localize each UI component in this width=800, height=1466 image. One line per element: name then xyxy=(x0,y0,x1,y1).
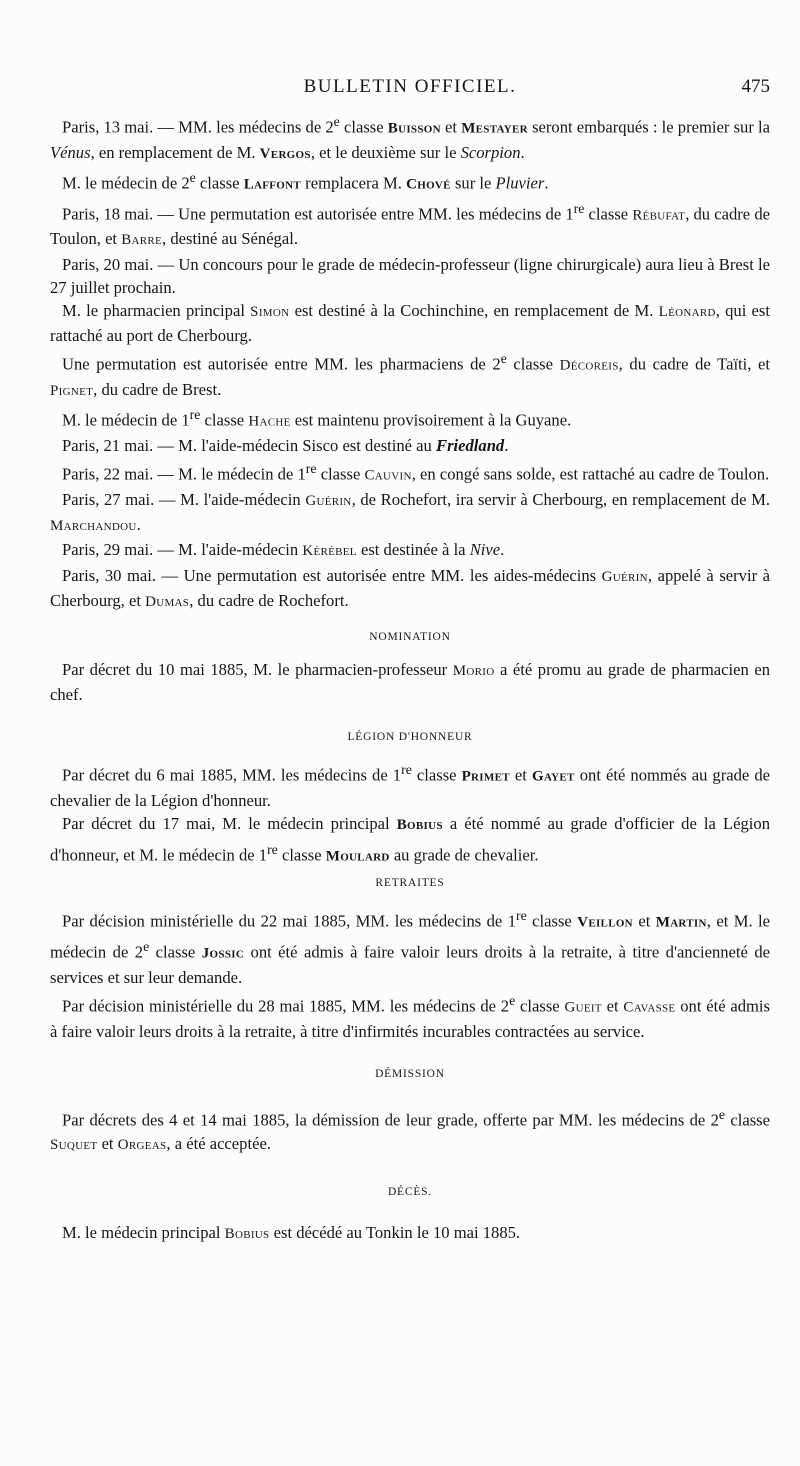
section-title-deces: DÉCÈS. xyxy=(387,1185,433,1198)
paragraph-14: Par décret du 6 mai 1885, MM. les médecins de 1re classe Primet et Gayet ont été nommés au grade de chevalier de la Légion d'honneur. xyxy=(50,762,771,811)
section-title-retraites: RETRAITES xyxy=(375,877,445,890)
paragraph-16: Par décision ministérielle du 22 mai 1885, MM. les médecins de 1re classe Veillon et Martin, et M. le médecin de 2e classe Jossic ont été admis à faire valoir leurs droits à la retraite, à titre d'ancienneté de services et sur leur demande. xyxy=(50,908,770,987)
running-header xyxy=(50,70,770,100)
paragraph-5: M. le pharmacien principal Simon est destiné à la Cochinchine, en remplacement de M. Léonard, qui est rattaché au port de Cherbourg. xyxy=(50,301,770,346)
page-number: 475 xyxy=(741,76,770,97)
paragraph-4: Paris, 20 mai. — Un concours pour le grade de médecin-professeur (ligne chirurgicale) aura lieu à Brest le 27 juillet prochain. xyxy=(50,254,770,297)
paragraph-1: Paris, 13 mai. — MM. les médecins de 2e classe Buisson et Mestayer seront embarqués : le premier sur la Vénus, en remplacement de M. Vergos, et le deuxième sur le Scorpion. xyxy=(50,114,770,162)
paragraph-18: Par décrets des 4 et 14 mai 1885, la démission de leur grade, offerte par MM. les médecins de 2e classe Suquet et Orgeas, a été acceptée. xyxy=(50,1106,770,1153)
paragraph-3: Paris, 18 mai. — Une permutation est autorisée entre MM. les médecins de 1re classe Rébufat, du cadre de Toulon, et Barre, destiné au Sénégal. xyxy=(50,200,770,249)
paragraph-17: Par décision ministérielle du 28 mai 1885, MM. les médecins de 2e classe Gueit et Cavasse ont été admis à faire valoir leurs droits à la retraite, à titre d'infirmités incurables contractées au service. xyxy=(50,993,770,1041)
section-title-nomination: NOMINATION xyxy=(369,631,451,644)
paragraph-7: M. le médecin de 1re classe Hache est maintenu provisoirement à la Guyane. xyxy=(62,407,572,430)
section-title-legion-honneur: LÉGION D'HONNEUR xyxy=(347,731,473,744)
journal-title: BULLETIN OFFICIEL. xyxy=(303,76,517,97)
paragraph-10: Paris, 27 mai. — M. l'aide-médecin Guérin, de Rochefort, ira servir à Cherbourg, en remplacement de M. Marchandou. xyxy=(50,490,770,535)
paragraph-9: Paris, 22 mai. — M. le médecin de 1re classe Cauvin, en congé sans solde, est rattaché au cadre de Toulon. xyxy=(62,461,770,484)
paragraph-2: M. le médecin de 2e classe Laffont remplacera M. Chové sur le Pluvier. xyxy=(62,169,549,193)
paragraph-11: Paris, 29 mai. — M. l'aide-médecin Kérébel est destinée à la Nive. xyxy=(62,540,505,560)
document-body xyxy=(50,110,770,1246)
section-title-demission: DÉMISSION xyxy=(375,1067,445,1080)
paragraph-19: M. le médecin principal Bobius est décédé au Tonkin le 10 mai 1885. xyxy=(62,1222,521,1242)
paragraph-8: Paris, 21 mai. — M. l'aide-médecin Sisco est destiné au Friedland. xyxy=(62,436,509,456)
page xyxy=(50,70,770,1246)
paragraph-6: Une permutation est autorisée entre MM. les pharmaciens de 2e classe Décoreis, du cadre de Taïti, et Pignet, du cadre de Brest. xyxy=(50,351,770,400)
paragraph-13: Par décret du 10 mai 1885, M. le pharmacien-professeur Morio a été promu au grade de pharmacien en chef. xyxy=(50,660,770,705)
paragraph-12: Paris, 30 mai. — Une permutation est autorisée entre MM. les aides-médecins Guérin, appelé à servir à Cherbourg, et Dumas, du cadre de Rochefort. xyxy=(50,565,770,610)
paragraph-15: Par décret du 17 mai, M. le médecin principal Bobius a été nommé au grade d'officier de la Légion d'honneur, et M. le médecin de 1re classe Moulard au grade de chevalier. xyxy=(50,814,770,865)
